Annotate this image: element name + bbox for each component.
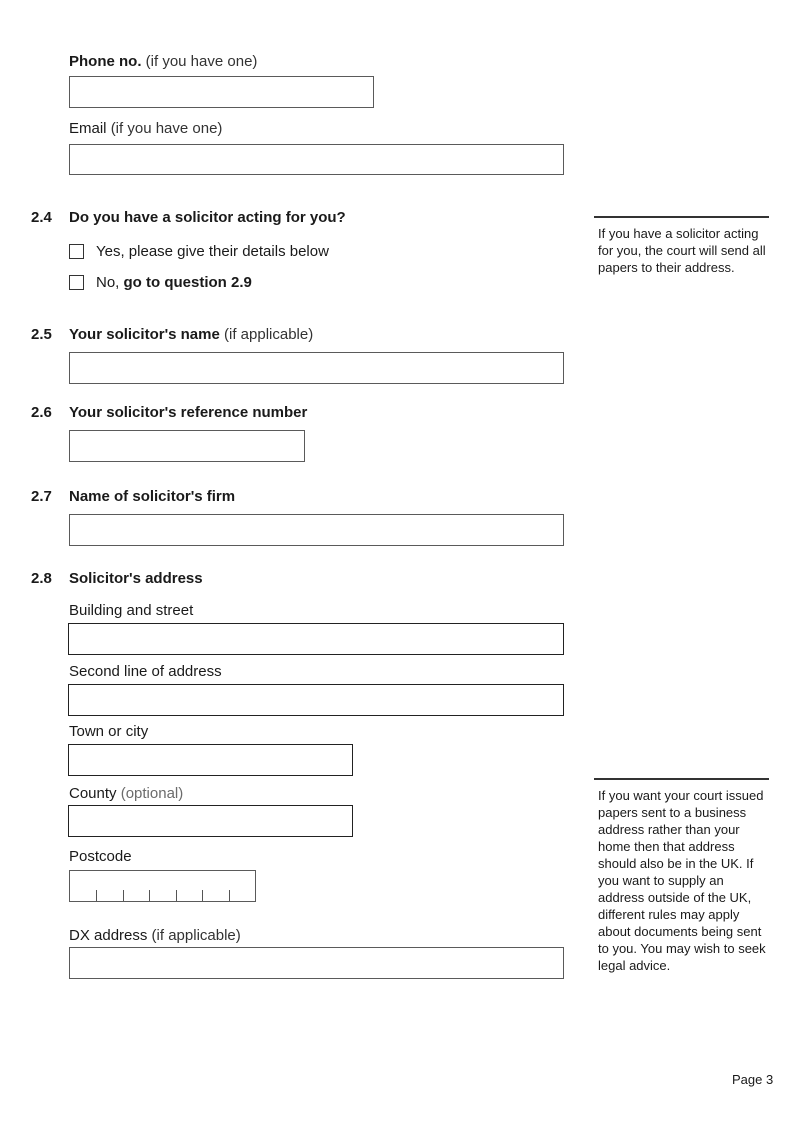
solicitor-name-title: Your solicitor's name (69, 326, 220, 343)
no-option-link-text: go to question 2.9 (123, 274, 252, 291)
question-number: 2.4 (31, 209, 52, 226)
no-checkbox[interactable] (69, 275, 84, 290)
postcode-input[interactable] (69, 870, 256, 902)
phone-input[interactable] (69, 76, 374, 108)
county-hint: (optional) (120, 785, 184, 802)
postcode-cell[interactable] (176, 871, 202, 901)
second-line-input[interactable] (68, 684, 564, 716)
town-input[interactable] (68, 744, 353, 776)
dx-input[interactable] (69, 947, 564, 979)
second-line-label: Second line of address (69, 663, 222, 680)
dx-label (69, 927, 241, 945)
solicitor-name-label (69, 326, 313, 344)
email-label-text: Email (69, 120, 107, 137)
county-label-text: County (69, 785, 117, 802)
side-note-rule (594, 216, 769, 218)
email-hint: (if you have one) (110, 120, 223, 137)
question-number: 2.6 (31, 404, 52, 421)
solicitor-firm-title: Name of solicitor's firm (69, 488, 236, 505)
solicitor-side-note: If you have a solicitor acting for you, the court will send all papers to their address. (598, 226, 766, 275)
phone-label-text: Phone no. (69, 53, 142, 70)
question-number: 2.8 (31, 570, 52, 587)
postcode-cell[interactable] (123, 871, 149, 901)
dx-hint: (if applicable) (151, 927, 241, 944)
phone-hint: (if you have one) (145, 53, 258, 70)
yes-checkbox[interactable] (69, 244, 84, 259)
question-number: 2.5 (31, 326, 52, 343)
county-input[interactable] (68, 805, 353, 837)
postcode-cell[interactable] (96, 871, 122, 901)
yes-option-label: Yes, please give their details below (96, 243, 329, 260)
no-option-prefix: No, (96, 274, 124, 291)
no-option-label (96, 274, 252, 292)
solicitor-address-title: Solicitor's address (69, 570, 203, 587)
solicitor-name-input[interactable] (69, 352, 564, 384)
page-number: Page 3 (732, 1072, 774, 1087)
postcode-label: Postcode (69, 848, 132, 865)
phone-label (69, 53, 257, 71)
solicitor-firm-input[interactable] (69, 514, 564, 546)
postcode-cell[interactable] (202, 871, 228, 901)
solicitor-name-hint: (if applicable) (224, 326, 314, 343)
email-label (69, 120, 222, 138)
postcode-cell[interactable] (229, 871, 255, 901)
dx-label-text: DX address (69, 927, 148, 944)
county-label (69, 785, 183, 803)
building-label: Building and street (69, 602, 194, 619)
solicitor-reference-title: Your solicitor's reference number (69, 404, 308, 421)
email-input[interactable] (69, 144, 564, 175)
postcode-cell[interactable] (70, 871, 96, 901)
town-label: Town or city (69, 723, 149, 740)
postcode-cell[interactable] (149, 871, 175, 901)
address-side-note: If you want your court issued papers sent to a business address rather than your home then that address should also be in the UK. If you want to supply an address outside of the UK, different rules may apply about documents being sent to you. You may wish to seek legal advice. (598, 788, 766, 973)
side-note-rule (594, 778, 769, 780)
building-input[interactable] (68, 623, 564, 655)
solicitor-reference-input[interactable] (69, 430, 305, 462)
question-title: Do you have a solicitor acting for you? (69, 209, 346, 226)
question-number: 2.7 (31, 488, 52, 505)
